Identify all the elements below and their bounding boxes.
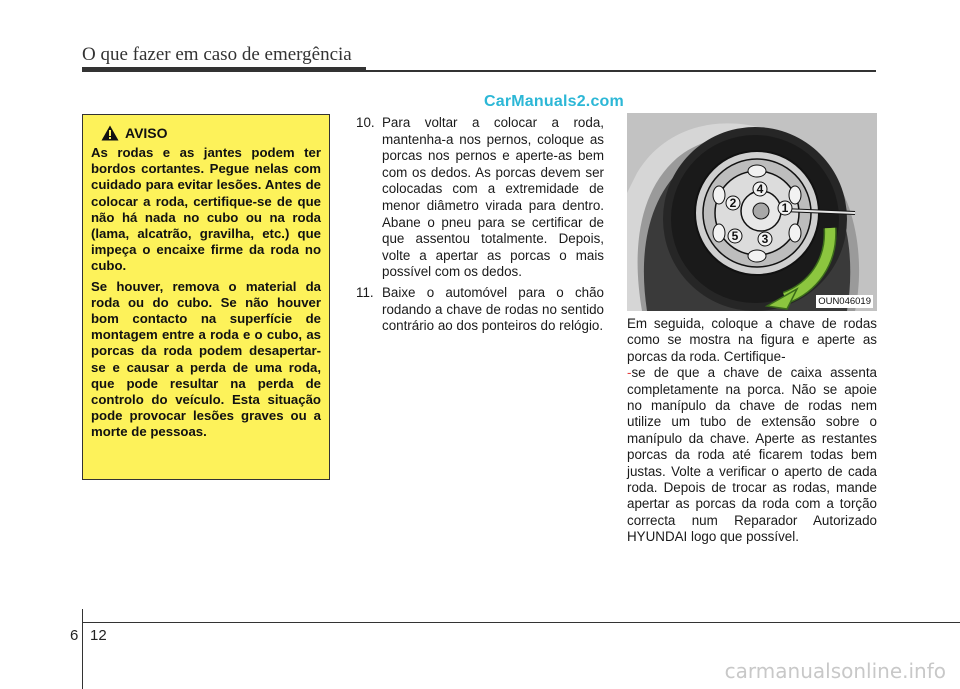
footer-horizontal-rule [82,622,960,623]
warning-header [101,125,321,141]
warning-triangle-icon [101,125,119,141]
step-11 [356,285,604,335]
nut-label-2: 2 [729,196,737,210]
right-text-part-2: se de que a chave de caixa assenta completamente na porca. Não se apoie no manípulo da chave de rodas nem utilize um tubo de extensão sobre o manípulo da chave. Aperte as restantes porcas da roda até ficarem todas bem justas. Volte a verificar o aperto de cada roda. Depois de trocar as rodas, mande apertar as porcas da roda com a torção correcta num Reparador Autorizado HYUNDAI logo que possível. [627,365,877,545]
nut-label-4: 4 [756,182,764,196]
watermark-bottom-link[interactable]: carmanualsonline.info [724,659,946,683]
step-text: Para voltar a colocar a roda, mantenha-a nos pernos, coloque as porcas nos pernos e aperte-as bem com os dedos. As porcas devem ser colocadas com a extremidade de menor diâmetro virada para dentro. Abane o pneu para se certificar de que assentou totalmente. Depois, volte a apertar as porcas o mais possível com os dedos. [382,115,604,280]
step-number: 11. [356,284,374,300]
warning-title: AVISO [125,125,168,141]
wheel-illustration [627,113,877,311]
step-10 [356,115,604,281]
page-header-title: O que fazer em caso de emergência [82,44,352,65]
right-text-part-1: Em seguida, coloque a chave de rodas como se mostra na figura e aperte as porcas da roda. Certifique- [627,316,877,364]
warning-paragraph-2: Se houver, remova o material da roda ou do cubo. Se não houver bom contacto na superfície de montagem entre a roda e o cubo, as porcas da roda podem desapertar-se e causar a perda de uma roda, que pode resultar na perda de controlo do veículo. Esta situação pode provocar lesões graves ou a morte de pessoas. [91,278,321,440]
wheel-nut-figure [627,113,877,311]
hyphen-mark: - [627,365,632,381]
footer-vertical-rule [82,609,83,689]
page-number: 12 [90,627,107,644]
nut-label-5: 5 [731,229,739,243]
instruction-steps [356,115,604,339]
right-column-text [627,316,877,546]
chapter-number: 6 [70,627,79,644]
figure-code: OUN046019 [818,296,871,307]
watermark-top-link[interactable]: CarManuals2.com [484,93,624,110]
warning-box [82,114,330,480]
nut-label-1: 1 [781,201,789,215]
step-text: Baixe o automóvel para o chão rodando a chave de rodas no sentido contrário ao dos ponteiros do relógio. [382,284,604,334]
nut-label-3: 3 [761,232,769,246]
header-rule [82,70,876,72]
step-number: 10. [356,115,375,130]
warning-paragraph-1: As rodas e as jantes podem ter bordos cortantes. Pegue nelas com cuidado para evitar lesões. Antes de colocar a roda, certifique-se de que não há nada no cubo ou na roda (lama, alcatrão, gravilha, etc.) que impeça o encaixe firme da roda no cubo. [91,145,321,274]
